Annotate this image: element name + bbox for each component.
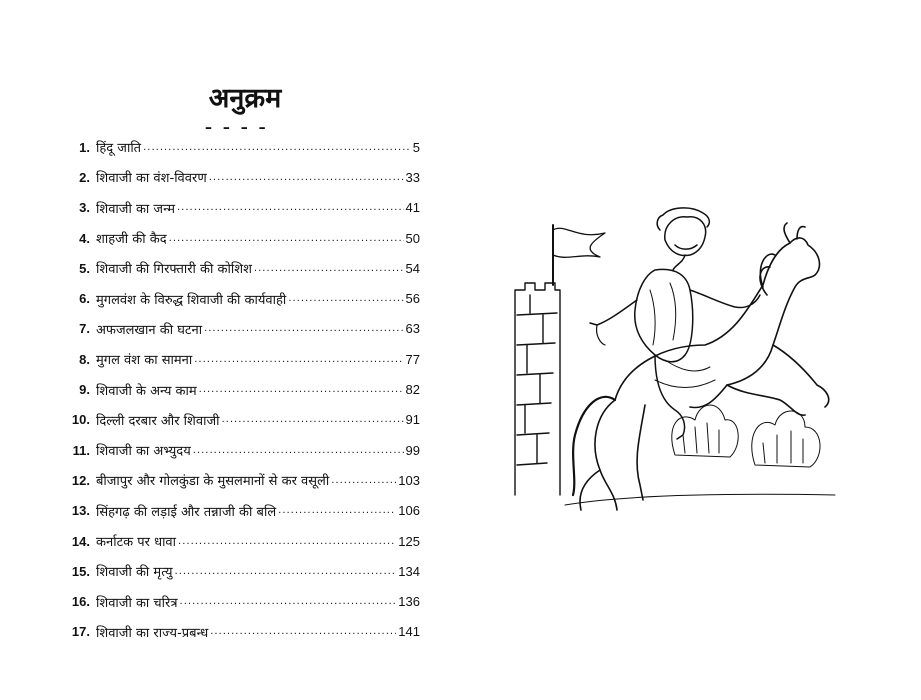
dot-leader xyxy=(177,202,404,213)
toc-entry[interactable] xyxy=(60,435,420,465)
toc-entry-page: 33 xyxy=(405,169,420,185)
title-underline: – – – – xyxy=(205,120,269,136)
toc-entry-title: शिवाजी के अन्य काम xyxy=(96,383,197,399)
dot-leader xyxy=(143,142,411,153)
toc-entry-number: 16. xyxy=(71,594,90,610)
toc-entry[interactable] xyxy=(60,132,420,162)
toc-entry-number: 11. xyxy=(72,442,90,458)
toc-entry-title: शिवाजी का राज्य-प्रबन्ध xyxy=(96,625,209,641)
dot-leader xyxy=(199,384,404,395)
bushes xyxy=(565,405,835,505)
toc-entry-title: शिवाजी का वंश-विवरण xyxy=(96,171,207,187)
toc-entry[interactable] xyxy=(60,193,420,223)
toc-entry-title: शिवाजी की मृत्यु xyxy=(96,565,173,581)
toc-entry-number: 5. xyxy=(79,260,90,276)
dot-leader xyxy=(175,566,397,577)
toc-entry[interactable] xyxy=(60,344,420,374)
toc-entry-number: 13. xyxy=(71,503,90,519)
toc-entry-page: 106 xyxy=(398,503,420,519)
dot-leader xyxy=(278,505,396,516)
toc-entry-page: 82 xyxy=(405,382,420,398)
toc-entry[interactable] xyxy=(60,496,420,526)
toc-entry-title: मुगलवंश के विरुद्ध शिवाजी की कार्यवाही xyxy=(96,292,287,308)
toc-entry[interactable] xyxy=(60,223,420,253)
dot-leader xyxy=(204,323,403,334)
toc-entry-title: दिल्ली दरबार और शिवाजी xyxy=(96,413,220,429)
dot-leader xyxy=(331,475,396,486)
toc-entry-number: 12. xyxy=(71,472,90,488)
dot-leader xyxy=(178,536,396,547)
toc-entry[interactable] xyxy=(60,556,420,586)
toc-entry-page: 136 xyxy=(398,594,420,610)
toc-entry-title: शिवाजी की गिरफ्तारी की कोशिश xyxy=(96,262,252,278)
toc-entry-number: 14. xyxy=(71,533,90,549)
toc-entry[interactable] xyxy=(60,617,420,647)
toc-entry-title: कर्नाटक पर धावा xyxy=(96,535,177,550)
toc-entry-title: शाहजी की कैद xyxy=(96,232,167,248)
dot-leader xyxy=(210,626,396,637)
toc-entry-page: 5 xyxy=(412,139,420,155)
toc-entry-number: 3. xyxy=(79,200,90,216)
dot-leader xyxy=(254,263,404,274)
toc-entry-number: 2. xyxy=(79,169,90,185)
toc-entry-title: सिंहगढ़ की लड़ाई और तन्नाजी की बलि xyxy=(96,504,277,520)
toc-entry[interactable] xyxy=(60,405,420,435)
toc-entry-page: 134 xyxy=(398,563,420,579)
fort-tower xyxy=(515,225,605,495)
toc-entry-title: शिवाजी का अभ्युदय xyxy=(96,444,191,460)
toc-entry-number: 7. xyxy=(79,321,90,337)
toc-entry[interactable] xyxy=(60,526,420,556)
toc-entry-title: अफजलखान की घटना xyxy=(96,322,203,338)
toc-entry-page: 77 xyxy=(405,351,420,367)
rider xyxy=(590,208,760,439)
toc-entry[interactable] xyxy=(60,283,420,313)
toc-entry-title: शिवाजी का जन्म xyxy=(96,201,175,217)
toc-entry-page: 103 xyxy=(398,472,420,488)
toc-entry-title: बीजापुर और गोलकुंडा के मुसलमानों से कर वसूली xyxy=(96,474,330,490)
toc-entry-page: 41 xyxy=(405,200,420,216)
dot-leader xyxy=(221,414,403,425)
horse xyxy=(573,223,829,510)
toc-entry-page: 141 xyxy=(398,624,420,640)
toc-entry[interactable] xyxy=(60,465,420,495)
toc-entry-page: 50 xyxy=(405,230,420,246)
toc-entry-number: 15. xyxy=(71,563,90,579)
toc-entry-number: 9. xyxy=(79,382,90,398)
toc-entry-number: 8. xyxy=(79,351,90,367)
toc-entry[interactable] xyxy=(60,314,420,344)
toc-entry-page: 54 xyxy=(405,260,420,276)
toc-entry[interactable] xyxy=(60,586,420,616)
table-of-contents xyxy=(60,132,420,647)
toc-entry-page: 91 xyxy=(405,412,420,428)
toc-entry-number: 4. xyxy=(79,230,90,246)
toc-entry-page: 63 xyxy=(405,321,420,337)
dot-leader xyxy=(209,172,404,183)
toc-entry-page: 125 xyxy=(398,533,420,549)
dot-leader xyxy=(193,445,404,456)
horseman-illustration xyxy=(505,195,845,525)
toc-entry-number: 6. xyxy=(79,291,90,307)
toc-entry-title: शिवाजी का चरित्र xyxy=(96,595,178,611)
page-title: अनुक्रम xyxy=(208,83,282,114)
toc-entry-number: 10. xyxy=(71,412,90,428)
toc-entry-page: 99 xyxy=(405,442,420,458)
toc-entry-title: मुगल वंश का सामना xyxy=(96,353,193,369)
dot-leader xyxy=(169,233,404,244)
toc-entry[interactable] xyxy=(60,374,420,404)
toc-entry[interactable] xyxy=(60,253,420,283)
toc-entry-number: 1. xyxy=(79,139,90,155)
toc-entry-page: 56 xyxy=(405,291,420,307)
dot-leader xyxy=(194,354,403,365)
dot-leader xyxy=(288,293,403,304)
dot-leader xyxy=(180,596,397,607)
toc-entry-title: हिंदू जाति xyxy=(96,141,142,157)
toc-entry[interactable] xyxy=(60,162,420,192)
toc-entry-number: 17. xyxy=(71,624,90,640)
